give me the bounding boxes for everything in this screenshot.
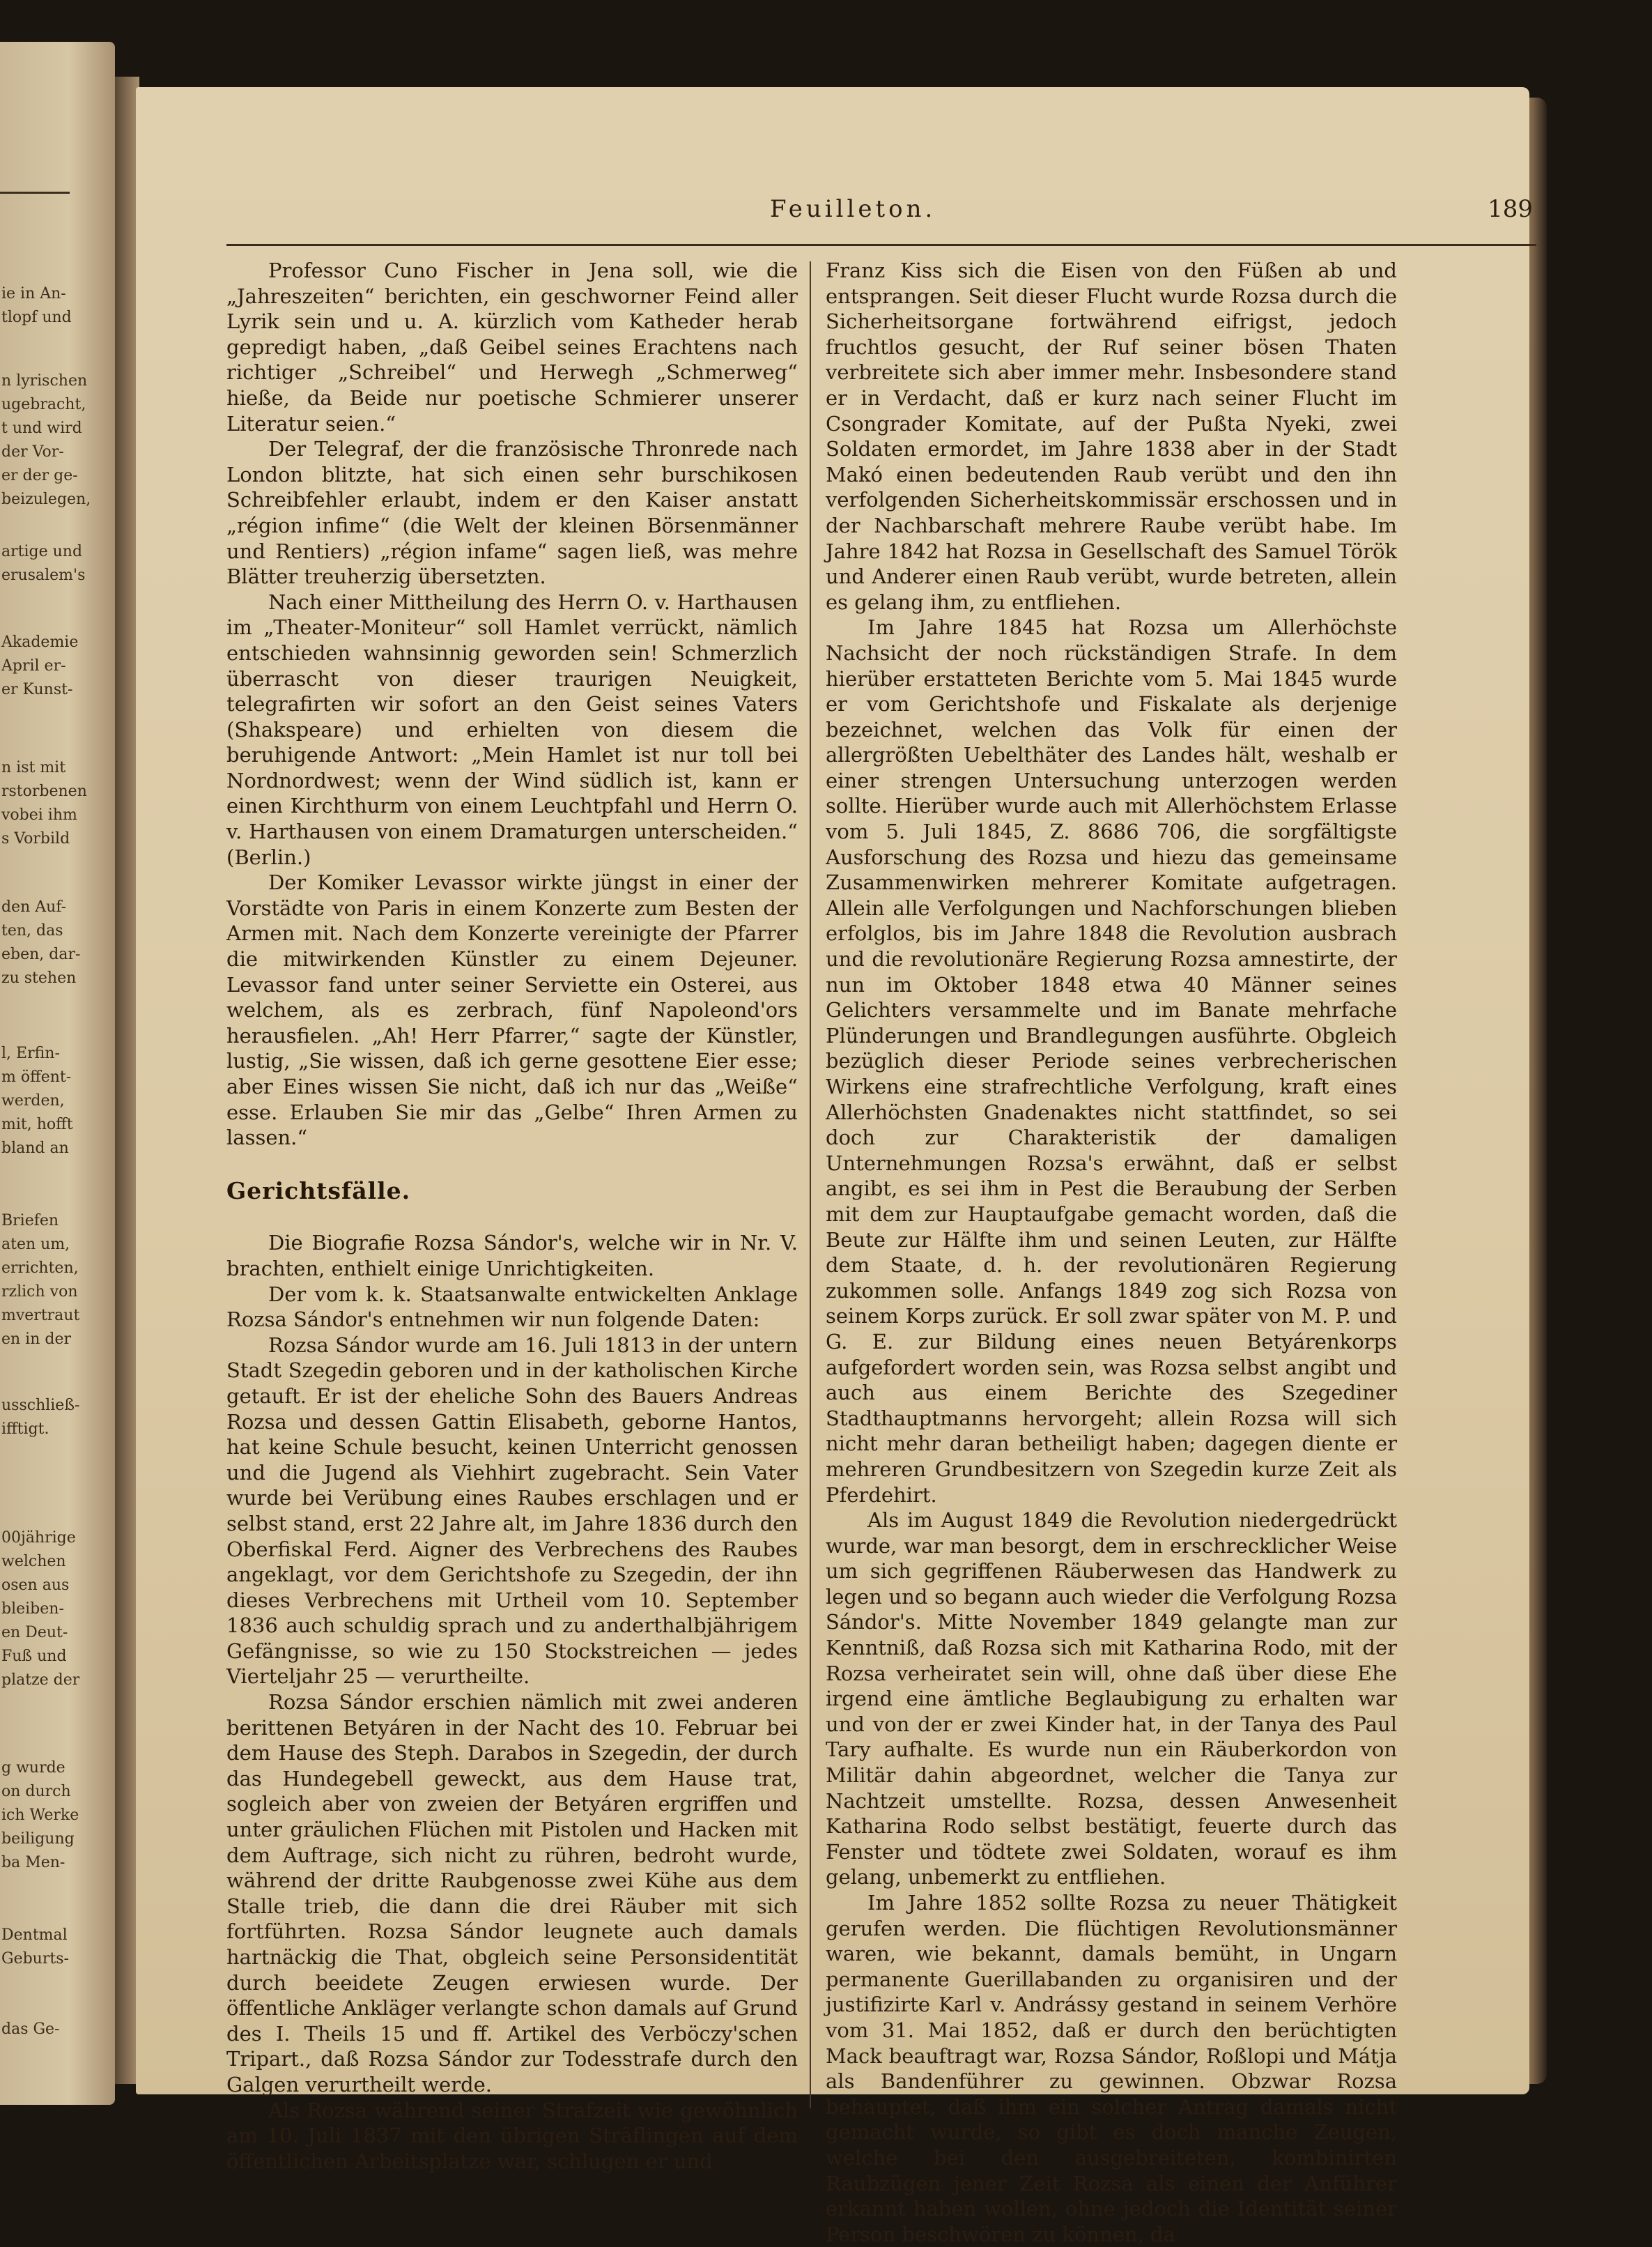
paragraph: Nach einer Mittheilung des Herrn O. v. Harthausen im „Theater-Moniteur“ soll Hamlet verrückt, nämlich entschieden wahnsinnig geworden sein! Schmerzlich überrascht von dieser traurigen Neuigkeit, telegrafirten wir sofort an den Geist seines Vaters (Shakspeare) und erhielten von diesem die beruhigende Antwort: „Mein Hamlet ist nur toll bei Nordnordwest; wenn der Wind südlich ist, kann er einen Kirchthurm von einem Leuchtpfahl und Herrn O. v. Harthausen von einem Dramaturgen unterscheiden.“ (Berlin.) (226, 590, 798, 869)
left-page-fragment: platze der (1, 1671, 80, 1689)
left-page-fragment: bland an (1, 1140, 69, 1157)
left-page-fragment: welchen (1, 1553, 66, 1570)
left-page-fragment: t und wird (1, 420, 82, 437)
left-page-fragment: Geburts- (1, 1950, 69, 1968)
header-rule (226, 244, 1536, 246)
left-facing-page (0, 42, 115, 2105)
left-page-fragment: ten, das (1, 922, 63, 940)
paragraph: Im Jahre 1852 sollte Rozsa zu neuer Thätigkeit gerufen werden. Die flüchtigen Revolutionsmänner waren, wie bekannt, damals bemüht, in Ungarn permanente Guerillabanden zu organisiren und der justifizirte Karl v. Andrássy gestand in seinem Verhöre vom 31. Mai 1852, daß er durch den berüchtigten Mack beauftragt war, Rozsa Sándor, Roßlopi und Mátja als Bandenführer zu gewinnen. Obzwar Rozsa behauptet, daß ihm ein solcher Antrag damals nicht gemacht wurde, so gibt es doch manche Zeugen, welche bei den ausgebreiteten, kombinirten Raubzügen jener Zeit Rozsa als einen der Anführer erkannt haben wollen, ohne jedoch die Identität seiner Person beschwören zu können, da (826, 1891, 1397, 2246)
left-page-fragment: Fuß und (1, 1648, 67, 1665)
paragraph: Professor Cuno Fischer in Jena soll, wie die „Jahreszeiten“ berichten, ein geschworner Feind aller Lyrik sein und u. A. kürzlich vom Katheder herab gepredigt haben, „daß Geibel seines Erachtens nach richtiger „Schreibel“ und Herwegh „Schmerweg“ hieße, da Beide nur poetische Schmierer unserer Literatur seien.“ (226, 259, 798, 436)
left-page-fragment: erusalem's (1, 567, 86, 584)
left-page-fragment: ie in An- (1, 285, 66, 302)
left-page-fragment: en in der (1, 1330, 71, 1348)
left-page-fragment: das Ge- (1, 2020, 60, 2038)
left-page-fragment: zu stehen (1, 969, 77, 987)
paragraph: Die Biografie Rozsa Sándor's, welche wir in Nr. V. brachten, enthielt einige Unrichtigkeiten. (226, 1231, 798, 1280)
left-page-fragment: 00jährige (1, 1529, 76, 1547)
paragraph: Als im August 1849 die Revolution niedergedrückt wurde, war man besorgt, dem in erschrecklicher Weise um sich gegriffenen Räuberwesen das Handwerk zu legen und so begann auch wieder die Verfolgung Rozsa Sándor's. Mitte November 1849 gelangte man zur Kenntniß, daß Rozsa sich mit Katharina Rodo, mit der Rozsa verheiratet sein will, ohne daß über diese Ehe irgend eine ämtliche Beglaubigung zu erhalten war und von der er zwei Kinder hat, in der Tanya des Paul Tary aufhalte. Es wurde nun ein Räuberkordon von Militär dahin abgeordnet, welcher die Tanya zur Nachtzeit umstellte. Rozsa, dessen Anwesenheit Katharina Rodo selbst bestätigt, feuerte durch das Fenster und tödtete zwei Soldaten, worauf es ihm gelang, unbemerkt zu entfliehen. (826, 1508, 1397, 1889)
left-page-fragment: usschließ- (1, 1397, 80, 1414)
left-page-fragment: on durch (1, 1783, 71, 1800)
left-page-fragment: aten um, (1, 1236, 70, 1253)
paragraph: Franz Kiss sich die Eisen von den Füßen ab und entsprangen. Seit dieser Flucht wurde Rozsa durch die Sicherheitsorgane fortwährend eifrigst, jedoch fruchtlos gesucht, der Ruf seiner bösen Thaten verbreitete sich aber immer mehr. Insbesondere stand er in Verdacht, daß er kurz nach seiner Flucht im Csongrader Komitate, auf der Pußta Nyeki, zwei Soldaten ermordet, im Jahre 1838 aber in der Stadt Makó einen bedeutenden Raub verübt und den ihn verfolgenden Sicherheitskommissär erschossen und in der Nachbarschaft mehrere Raube verübt habe. Im Jahre 1842 hat Rozsa in Gesellschaft des Samuel Török und Anderer einen Raub verübt, wurde betreten, allein es gelang ihm, zu entfliehen. (826, 259, 1397, 614)
left-page-fragment: l, Erfin- (1, 1045, 60, 1062)
left-page-fragment: g wurde (1, 1759, 65, 1777)
left-page-fragment: artige und (1, 543, 83, 560)
left-page-fragment: Dentmal (1, 1926, 68, 1944)
left-page-fragment: er Kunst- (1, 681, 73, 698)
paragraph: Der Komiker Levassor wirkte jüngst in einer der Vorstädte von Paris in einem Konzerte zum Besten der Armen mit. Nach dem Konzerte vereinigte der Pfarrer die mitwirkenden Künstler zu einem Dejeuner. Levassor fand unter seiner Serviette ein Osterei, aus welchem, als es zerbrach, fünf Napoleond'ors herausfielen. „Ah! Herr Pfarrer,“ sagte der Künstler, lustig, „Sie wissen, daß ich gerne gesottene Eier esse; aber Eines wissen Sie nicht, daß ich nur das „Weiße“ esse. Erlauben Sie mir das „Gelbe“ Ihren Armen zu lassen.“ (226, 871, 798, 1150)
paragraph: Der vom k. k. Staatsanwalte entwickelten Anklage Rozsa Sándor's entnehmen wir nun folgende Daten: (226, 1282, 798, 1332)
left-page-fragment: s Vorbild (1, 830, 70, 848)
section-heading: Gerichtsfälle. (226, 1176, 411, 1204)
left-page-fragment: ba Men- (1, 1854, 65, 1871)
left-page-fragment: osen aus (1, 1577, 70, 1594)
left-page-fragment: rzlich von (1, 1283, 78, 1301)
left-page-fragment: tlopf und (1, 309, 72, 326)
page-header (226, 195, 1536, 244)
right-column (826, 258, 1397, 2247)
left-page-fragment: April er- (1, 657, 66, 675)
paragraph: Rozsa Sándor wurde am 16. Juli 1813 in der untern Stadt Szegedin geboren und in der katholischen Kirche getauft. Er ist der eheliche Sohn des Bauers Andreas Rozsa und dessen Gattin Elisabeth, geborne Hantos, hat keine Schule besucht, keinen Unterricht genossen und die Jugend als Viehhirt zugebracht. Sein Vater wurde bei Verübung eines Raubes erschlagen und er selbst stand, erst 22 Jahre alt, im Jahre 1836 durch den Oberfiskal Ferd. Aigner des Verbrechens des Raubes angeklagt, vor dem Gerichtshofe zu Szegedin, der ihn dieses Verbrechens mit Urtheil vom 10. September 1836 auch schuldig sprach und zu anderthalbjährigem Gefängnisse, so wie zu 150 Stockstreichen — jedes Vierteljahr 25 — verurtheilte. (226, 1333, 798, 1689)
left-page-fragment: ich Werke (1, 1807, 79, 1824)
paragraph: Rozsa Sándor erschien nämlich mit zwei anderen berittenen Betyáren in der Nacht des 10. Februar bei dem Hause des Steph. Darabos in Szegedin, der durch das Hundegebell geweckt, aus dem Hause trat, sogleich aber von zweien der Betyáren ergriffen und unter gräulichen Flüchen mit Pistolen und Hacken mit dem Auftrage, sich nicht zu rühren, bedroht wurde, während der dritte Raubgenosse zwei Kühe aus dem Stalle trieb, die dann die drei Räuber mit sich fortführten. Rozsa Sándor leugnete auch damals hartnäckig die That, obgleich seine Personsidentität durch beeidete Zeugen erwiesen wurde. Der öffentliche Ankläger verlangte schon damals auf Grund des I. Theils 15 und ff. Artikel des Verböczy'schen Tripart., daß Rozsa Sándor zur Todesstrafe durch den Galgen verurtheilt werde. (226, 1690, 798, 2096)
left-page-fragment: beizulegen, (1, 491, 91, 508)
left-page-fragment: den Auf- (1, 898, 67, 916)
left-page-fragment: vobei ihm (1, 806, 77, 824)
left-page-fragment: beiligung (1, 1830, 75, 1848)
left-page-fragment: eben, dar- (1, 946, 81, 963)
left-page-fragment: er der ge- (1, 467, 78, 484)
left-page-fragment: mvertraut (1, 1307, 80, 1324)
page-number: 189 (1488, 195, 1533, 223)
left-page-fragment: Briefen (1, 1212, 59, 1229)
left-page-fragment: mit, hofft (1, 1116, 73, 1133)
paragraph: Im Jahre 1845 hat Rozsa um Allerhöchste Nachsicht der noch rückständigen Strafe. In dem hierüber erstatteten Berichte vom 5. Mai 1845 wurde er vom Gerichtshofe und Fiskalate als derjenige bezeichnet, welchen das Volk für einen der allergrößten Uebelthäter des Landes hält, weshalb er einer strengen Untersuchung unterzogen werden sollte. Hierüber wurde auch mit Allerhöchstem Erlasse vom 5. Juli 1845, Z. 8686 706, die sorgfältigste Ausforschung des Rozsa und hiezu das gemeinsame Zusammenwirken mehrerer Komitate aufgetragen. Allein alle Verfolgungen und Nachforschungen blieben erfolglos, bis im Jahre 1848 die Revolution ausbrach und die revolutionäre Regierung Rozsa amnestirte, der nun im Oktober 1848 etwa 40 Männer seines Gelichters versammelte und im Banate mehrfache Plünderungen und Brandlegungen ausführte. Obgleich bezüglich dieser Periode seines verbrecherischen Wirkens eine strafrechtliche Verfolgung, kraft eines Allerhöchsten Gnadenaktes nicht stattfindet, so sei doch zur Charakteristik der damaligen Unternehmungen Rozsa's erwähnt, daß er selbst angibt, es sei ihm in Pest die Beraubung der Serben mit dem zur Hauptaufgabe gemacht worden, daß die Beute zur Hälfte ihm und seinen Leuten, zur Hälfte dem Staate, d. h. der revolutionären Regierung zukommen solle. Anfangs 1849 zog sich Rozsa von seinem Korps zurück. Er soll zwar später von M. P. und G. E. zur Bildung eines neuen Betyárenkorps aufgefordert worden sein, was Rozsa selbst angibt und auch aus einem Berichte des Szegediner Stadthauptmanns hervorgeht; allein Rozsa will sich nicht mehr daran betheiligt haben; dagegen diente er mehreren Grundbesitzern von Szegedin kurze Zeit als Pferdehirt. (826, 615, 1397, 1507)
left-page-fragment: n ist mit (1, 759, 66, 776)
right-page (136, 87, 1533, 2246)
left-page-fragment: n lyrischen (1, 372, 88, 390)
paragraph: Der Telegraf, der die französische Thronrede nach London blitzte, hat sich einen sehr burschikosen Schreibfehler erlaubt, indem er den Kaiser anstatt „région infime“ (die Welt der kleinen Börsenmänner und Rentiers) „région infame“ sagen ließ, was mehre Blätter treuherzig übersetzten. (226, 437, 798, 589)
left-page-fragment: werden, (1, 1092, 65, 1110)
paragraph: Als Rozsa während seiner Strafzeit wie gewöhnlich am 10. Juli 1837 mit den übrigen Sträflingen auf dem öffentlichen Arbeitsplatze war, schlugen er und (226, 2098, 798, 2173)
left-page-fragment: bleiben- (1, 1600, 64, 1618)
running-head: Feuilleton. (770, 195, 936, 223)
left-page-header-rule (0, 192, 70, 194)
left-page-fragment: rstorbenen (1, 783, 87, 800)
left-page-fragment: ugebracht, (1, 396, 86, 413)
left-page-fragment: m öffent- (1, 1068, 72, 1086)
left-page-fragment: errichten, (1, 1259, 79, 1277)
left-page-fragment: en Deut- (1, 1624, 68, 1641)
left-page-fragment: der Vor- (1, 443, 64, 461)
left-page-fragment: ifftigt. (1, 1420, 49, 1438)
left-column (226, 258, 798, 2174)
column-divider (810, 261, 811, 2108)
left-page-fragment: Akademie (1, 634, 79, 651)
